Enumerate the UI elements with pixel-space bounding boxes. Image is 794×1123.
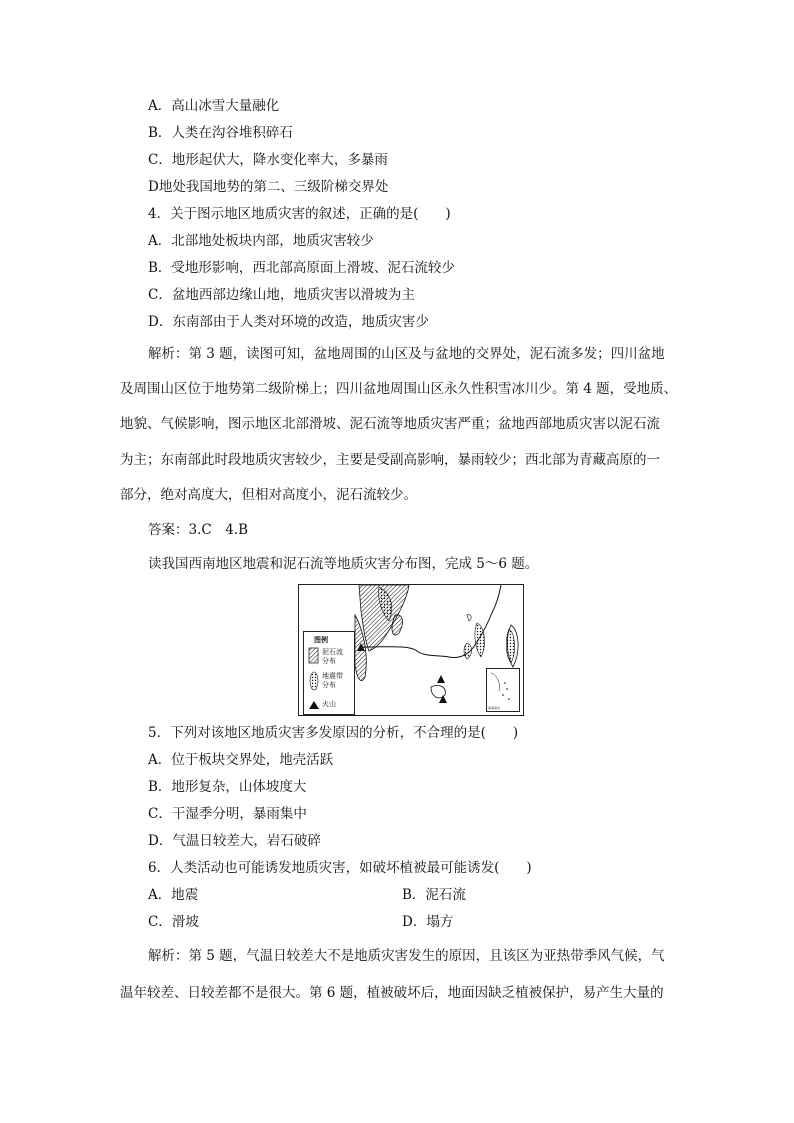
map-intro: 读我国西南地区地震和泥石流等地质灾害分布图，完成 5～6 题。 — [148, 556, 539, 572]
q5-stem: 5．下列对该地区地质灾害多发原因的分析，不合理的是( ) — [148, 725, 519, 741]
q3-option-a: A．高山冰雪大量融化 — [148, 98, 280, 114]
q6-stem: 6．人类活动也可能诱发地质灾害，如破坏植被最可能诱发( ) — [148, 860, 532, 876]
analysis-1-line-3: 地貌、气候影响，图示地区北部滑坡、泥石流等地质灾害严重；盆地西部地质灾害以泥石流 — [120, 416, 660, 432]
q3-option-b: B．人类在沟谷堆积碎石 — [148, 125, 293, 141]
volcano-3 — [439, 695, 447, 703]
q4-stem: 4．关于图示地区地质灾害的叙述，正确的是( ) — [148, 206, 451, 222]
q3-option-d: D地处我国地势的第二、三级阶梯交界处 — [148, 179, 389, 195]
inset-caption: 南海诸岛 — [488, 706, 501, 710]
quake-belt-2 — [475, 623, 485, 657]
legend-volcano-label: 火山 — [322, 700, 336, 708]
analysis-1-line-1: 解析：第 3 题，读图可知，盆地周围的山区及与盆地的交界处，泥石流多发；四川盆地 — [148, 346, 665, 362]
q3-option-c: C．地形起伏大，降水变化率大，多暴雨 — [148, 152, 388, 168]
q6-option-c: C．滑坡 — [148, 914, 199, 930]
debris-zone-east — [392, 615, 402, 635]
quake-belt-4 — [464, 643, 472, 659]
q5-option-a: A．位于板块交界处，地壳活跃 — [148, 752, 334, 768]
south-china-sea-inset — [486, 668, 520, 712]
q5-option-b: B．地形复杂，山体坡度大 — [148, 779, 307, 795]
analysis-2-line-1: 解析：第 5 题，气温日较差大不是地质灾害发生的原因，且该区为亚热带季风气候，气 — [148, 948, 665, 964]
q5-option-c: C．干湿季分明，暴雨集中 — [148, 806, 307, 822]
inset-drawing — [487, 669, 519, 711]
legend-title: 图例 — [314, 635, 328, 644]
answer-3-4: 答案：3.C 4.B — [148, 522, 249, 538]
q4-option-a: A．北部地处板块内部，地质灾害较少 — [148, 233, 374, 249]
legend-debris-label: 泥石流分布 — [322, 648, 343, 665]
analysis-1-line-4: 为主；东南部此时段地质灾害较少，主要是受副高影响，暴雨较少；西北部为青藏高原的一 — [120, 452, 660, 468]
analysis-2-line-2: 温年较差、日较差都不是很大。第 6 题，植被破坏后，地面因缺乏植被保护，易产生大量的 — [120, 985, 664, 1001]
analysis-1-line-5: 部分，绝对高度大，但相对高度小，泥石流较少。 — [120, 487, 417, 503]
q6-option-b: B．泥石流 — [402, 887, 466, 903]
q6-option-d: D．塌方 — [402, 914, 454, 930]
lake-outline — [467, 615, 471, 621]
q4-option-d: D．东南部由于人类对环境的改造，地质灾害少 — [148, 314, 429, 330]
q5-option-d: D．气温日较差大，岩石破碎 — [148, 833, 321, 849]
legend-quake-label: 地震带分布 — [322, 672, 343, 689]
q4-option-b: B．受地形影响，西北部高原面上滑坡、泥石流较少 — [148, 260, 455, 276]
quake-legend-icon — [308, 670, 320, 692]
debris-legend-icon — [308, 647, 320, 665]
volcano-legend-icon — [308, 700, 320, 710]
map-legend — [303, 631, 355, 715]
analysis-1-line-2: 及周围山区位于地势第二级阶梯上；四川盆地周围山区永久性积雪冰川少。第 4 题，受地质、 — [120, 381, 678, 397]
q4-option-c: C．盆地西部边缘山地，地质灾害以滑坡为主 — [148, 287, 415, 303]
q6-option-a: A．地震 — [148, 887, 199, 903]
geologic-hazard-map — [298, 584, 524, 716]
volcano-2 — [437, 675, 445, 683]
